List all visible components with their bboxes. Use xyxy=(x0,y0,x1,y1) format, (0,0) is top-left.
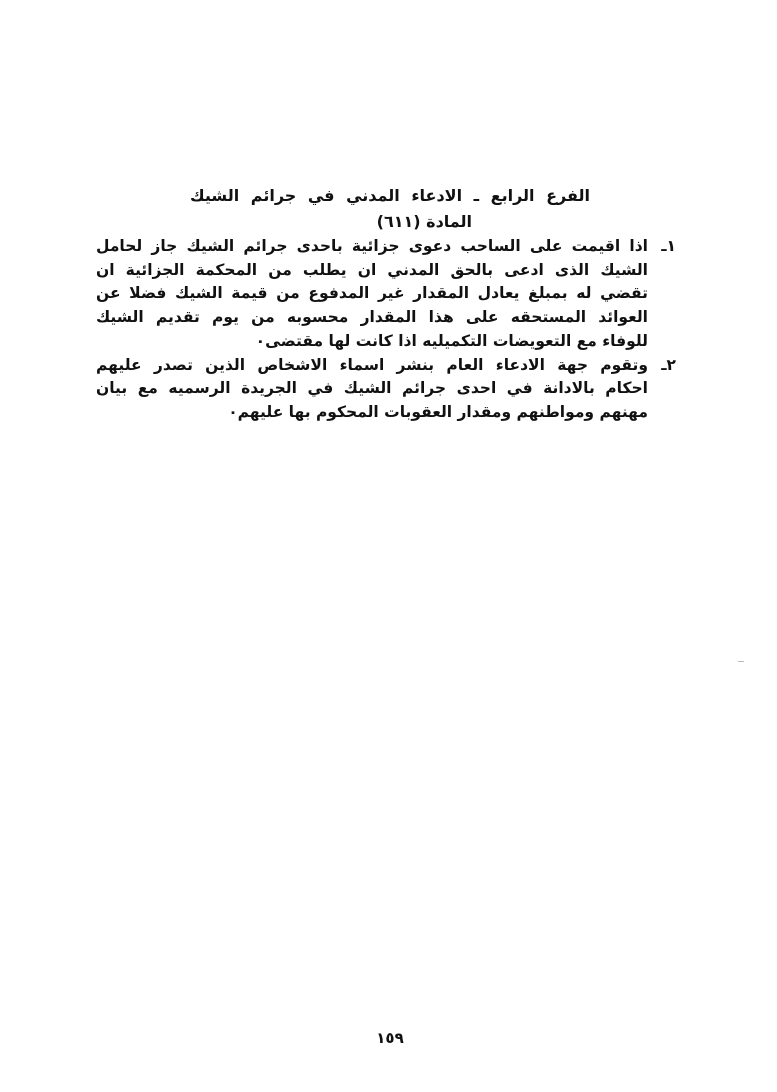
article-title: المادة (٦١١) xyxy=(376,212,472,231)
clause-line: العوائد المستحقه على هذا المقدار محسوبه من يوم تقديم الشيك xyxy=(96,308,648,327)
clause-number: ٢ـ xyxy=(661,355,676,374)
clause-line: ١ـاذا اقيمت على الساحب دعوى جزائية باحدى جرائم الشيك جاز لحامل xyxy=(96,235,676,259)
clause-line: مهنهم ومواطنهم ومقدار العقوبات المحكوم بها عليهم٠ xyxy=(228,402,648,421)
clause-line: الشيك الذى ادعى بالحق المدني ان يطلب من المحكمة الجزائية ان xyxy=(96,260,648,279)
clause-line: احكام بالادانة في احدى جرائم الشيك في الجريدة الرسميه مع بيان xyxy=(96,379,648,398)
clause-2 xyxy=(96,354,676,425)
clause-number: ١ـ xyxy=(661,237,676,255)
clause-line: للوفاء مع التعويضات التكميليه اذا كانت لها مقتضى٠ xyxy=(255,331,648,350)
scan-mark xyxy=(738,661,744,662)
section-heading: الفرع الرابع ـ الادعاء المدني في جرائم الشيك xyxy=(190,186,590,205)
article-body xyxy=(96,235,676,425)
clause-line: تقضي له بمبلغ يعادل المقدار غير المدفوع من قيمة الشيك فضلا عن xyxy=(96,284,648,303)
clause-1 xyxy=(96,235,676,354)
page-number: ١٥٩ xyxy=(376,1029,404,1047)
clause-line: ٢ـوتقوم جهة الادعاء العام بنشر اسماء الاشخاص الذين تصدر عليهم xyxy=(96,354,676,378)
